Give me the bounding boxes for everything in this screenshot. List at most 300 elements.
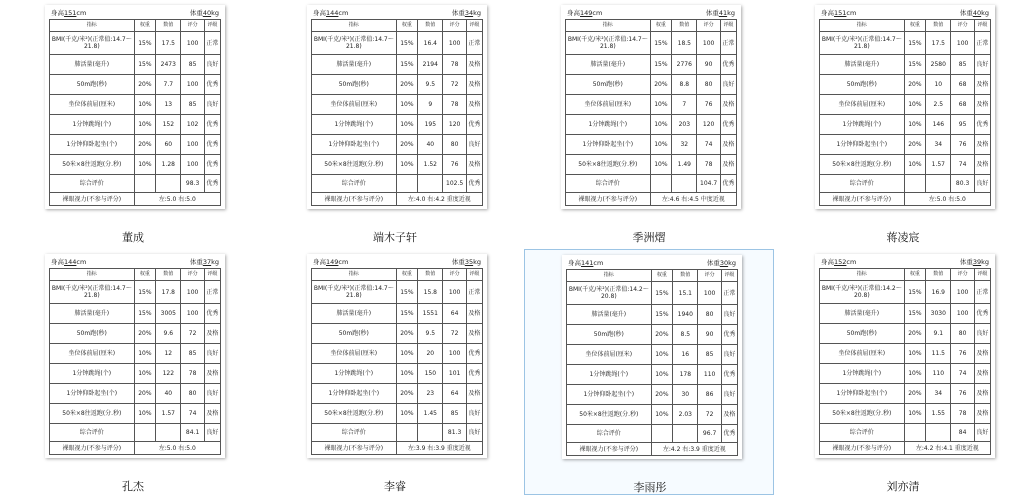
col-indicator: 指标	[820, 20, 905, 32]
indicator-name: 50m跑(秒)	[567, 325, 652, 345]
value-cell: 9.6	[156, 324, 181, 344]
height-unit: cm	[846, 9, 857, 17]
indicator-name: 1分钟跳绳(个)	[50, 364, 135, 384]
score-card	[45, 254, 225, 458]
level-cell: 及格	[466, 55, 482, 75]
weight-cell: 20%	[396, 75, 418, 95]
weight-cell: 20%	[396, 384, 418, 404]
weight-cell: 15%	[904, 281, 926, 304]
weight-cell: 10%	[134, 95, 156, 115]
table-row	[566, 55, 737, 75]
total-label: 综合评价	[567, 425, 652, 443]
score-cell: 100	[181, 304, 204, 324]
level-cell: 及格	[974, 95, 990, 115]
score-cell: 100	[951, 281, 974, 304]
weight-value: 40	[202, 9, 212, 17]
value-cell: 13	[156, 95, 181, 115]
value-cell: 1.55	[926, 404, 951, 424]
table-row	[820, 281, 991, 304]
weight-label: 体重	[705, 9, 719, 17]
indicator-name: 50m跑(秒)	[820, 75, 905, 95]
vision-row	[567, 443, 738, 456]
indicator-name: BMI(千克/米²)(正常值:14.7～21.8)	[820, 32, 905, 55]
total-empty-1	[134, 424, 156, 442]
total-score: 104.7	[697, 175, 720, 193]
score-cell: 90	[698, 325, 721, 345]
col-score: 评分	[697, 20, 720, 32]
total-score: 102.5	[443, 175, 466, 193]
table-row	[312, 384, 483, 404]
weight-cell: 10%	[134, 344, 156, 364]
level-cell: 及格	[974, 404, 990, 424]
score-cell: 100	[951, 32, 974, 55]
score-cell: 80	[951, 324, 974, 344]
score-cell: 76	[697, 95, 720, 115]
image-thumbnail[interactable]	[8, 0, 258, 246]
indicator-name: 肺活量(毫升)	[567, 305, 652, 325]
weight-unit: kg	[727, 9, 735, 17]
header-row	[820, 20, 991, 32]
score-table	[49, 268, 221, 455]
table-row	[312, 95, 483, 115]
score-cell: 64	[443, 304, 466, 324]
height-field	[821, 8, 856, 19]
header-row	[566, 20, 737, 32]
table-row	[312, 115, 483, 135]
value-cell: 146	[926, 115, 951, 135]
level-cell: 及格	[974, 344, 990, 364]
weight-cell: 20%	[650, 75, 672, 95]
value-cell: 16	[673, 345, 698, 365]
value-cell: 195	[418, 115, 443, 135]
col-value: 数值	[418, 20, 443, 32]
indicator-name: 坐位体前屈(厘米)	[50, 95, 135, 115]
value-cell: 1.57	[156, 404, 181, 424]
weight-cell: 10%	[134, 155, 156, 175]
indicator-name: 1分钟仰卧起坐(个)	[50, 384, 135, 404]
table-row	[50, 75, 221, 95]
total-empty-2	[673, 425, 698, 443]
weight-field	[452, 8, 481, 19]
total-label: 综合评价	[50, 424, 135, 442]
score-cell: 100	[181, 135, 204, 155]
table-row	[566, 32, 737, 55]
level-cell: 优秀	[974, 304, 990, 324]
level-cell: 优秀	[974, 115, 990, 135]
vision-row	[312, 193, 483, 206]
total-row	[50, 424, 221, 442]
level-cell: 良好	[204, 344, 220, 364]
value-cell: 9.5	[418, 75, 443, 95]
col-score: 评分	[181, 269, 204, 281]
height-unit: cm	[338, 9, 349, 17]
weight-value: 41	[718, 9, 728, 17]
weight-cell: 20%	[396, 135, 418, 155]
value-cell: 1551	[418, 304, 443, 324]
table-row	[50, 155, 221, 175]
total-label: 综合评价	[820, 424, 905, 442]
level-cell: 及格	[974, 155, 990, 175]
indicator-name: 1分钟跳绳(个)	[567, 365, 652, 385]
thumbnail-caption[interactable]: 董成	[122, 231, 144, 244]
vision-row	[312, 442, 483, 455]
thumbnail-caption[interactable]: 季洲熠	[632, 231, 666, 244]
height-field	[313, 257, 348, 268]
height-field	[51, 257, 86, 268]
height-label: 身高	[821, 9, 834, 17]
value-cell: 1.45	[418, 404, 443, 424]
score-cell: 74	[181, 404, 204, 424]
level-cell: 优秀	[721, 325, 737, 345]
level-cell: 及格	[720, 135, 736, 155]
indicator-name: 50米×8往返跑(分.秒)	[312, 404, 397, 424]
total-row	[567, 425, 738, 443]
indicator-name: BMI(千克/米²)(正常值:14.7～21.8)	[50, 281, 135, 304]
value-cell: 1.28	[156, 155, 181, 175]
thumbnail-caption[interactable]: 李雨彤	[633, 481, 667, 494]
value-cell: 8.5	[673, 325, 698, 345]
weight-unit: kg	[981, 258, 989, 266]
height-value: 144	[326, 9, 339, 17]
col-indicator: 指标	[50, 20, 135, 32]
indicator-name: BMI(千克/米²)(正常值:14.7～21.8)	[50, 32, 135, 55]
level-cell: 正常	[974, 32, 990, 55]
value-cell: 17.8	[156, 281, 181, 304]
image-thumbnail[interactable]	[778, 0, 1024, 246]
indicator-name: 1分钟跳绳(个)	[820, 115, 905, 135]
indicator-name: 50米×8往返跑(分.秒)	[50, 155, 135, 175]
indicator-name: 1分钟仰卧起坐(个)	[566, 135, 651, 155]
height-weight-row	[49, 257, 221, 268]
score-table	[566, 269, 738, 456]
weight-cell: 15%	[396, 55, 418, 75]
score-card	[561, 5, 741, 209]
value-cell: 40	[418, 135, 443, 155]
indicator-name: 坐位体前屈(厘米)	[820, 95, 905, 115]
value-cell: 1.52	[418, 155, 443, 175]
score-cell: 100	[443, 344, 466, 364]
level-cell: 优秀	[466, 364, 482, 384]
score-cell: 100	[698, 282, 721, 305]
score-card	[307, 5, 487, 209]
height-value: 149	[580, 9, 593, 17]
weight-label: 体重	[189, 9, 203, 17]
height-weight-row	[49, 8, 221, 19]
col-indicator: 指标	[312, 20, 397, 32]
image-thumbnail[interactable]	[778, 249, 1024, 495]
score-cell: 72	[698, 405, 721, 425]
value-cell: 2194	[418, 55, 443, 75]
weight-cell: 10%	[134, 404, 156, 424]
thumbnail-caption[interactable]: 李睿	[384, 480, 406, 493]
weight-cell: 20%	[651, 325, 673, 345]
score-cell: 85	[951, 55, 974, 75]
indicator-name: 50m跑(秒)	[50, 324, 135, 344]
height-value: 151	[834, 9, 847, 17]
total-empty-2	[926, 424, 951, 442]
weight-cell: 10%	[904, 364, 926, 384]
image-thumbnail[interactable]	[270, 0, 520, 246]
total-label: 综合评价	[566, 175, 651, 193]
col-value: 数值	[672, 20, 697, 32]
table-row	[820, 32, 991, 55]
weight-unit: kg	[211, 258, 219, 266]
table-row	[567, 282, 738, 305]
weight-field	[190, 257, 219, 268]
weight-unit: kg	[211, 9, 219, 17]
col-value: 数值	[926, 269, 951, 281]
weight-label: 体重	[451, 9, 465, 17]
thumbnail-caption[interactable]: 刘亦清	[886, 480, 920, 493]
vision-label: 裸眼视力(不参与评分)	[50, 442, 135, 455]
score-cell: 78	[951, 404, 974, 424]
indicator-name: 1分钟跳绳(个)	[566, 115, 651, 135]
total-empty-1	[904, 424, 926, 442]
score-cell: 100	[443, 281, 466, 304]
header-row	[820, 269, 991, 281]
weight-field	[706, 8, 735, 19]
score-cell: 78	[697, 155, 720, 175]
table-row	[50, 281, 221, 304]
weight-cell: 15%	[650, 32, 672, 55]
level-cell: 优秀	[720, 55, 736, 75]
total-empty-2	[156, 424, 181, 442]
total-level: 良好	[974, 424, 990, 442]
table-row	[566, 155, 737, 175]
table-row	[566, 115, 737, 135]
total-label: 综合评价	[820, 175, 905, 193]
weight-cell: 15%	[396, 32, 418, 55]
weight-cell: 15%	[651, 282, 673, 305]
table-row	[567, 365, 738, 385]
vision-value: 左:5.0 右:5.0	[134, 442, 220, 455]
total-row	[312, 424, 483, 442]
weight-cell: 15%	[904, 304, 926, 324]
image-thumbnail[interactable]	[8, 249, 258, 495]
value-cell: 9.5	[418, 324, 443, 344]
value-cell: 60	[156, 135, 181, 155]
weight-cell: 10%	[396, 95, 418, 115]
weight-unit: kg	[981, 9, 989, 17]
weight-cell: 20%	[651, 385, 673, 405]
indicator-name: 50m跑(秒)	[312, 324, 397, 344]
value-cell: 34	[926, 384, 951, 404]
table-row	[50, 364, 221, 384]
vision-row	[50, 193, 221, 206]
score-table	[311, 19, 483, 206]
total-empty-1	[396, 424, 418, 442]
weight-cell: 10%	[904, 404, 926, 424]
height-value: 144	[64, 258, 77, 266]
header-row	[50, 20, 221, 32]
score-cell: 120	[443, 115, 466, 135]
weight-field	[707, 258, 736, 269]
value-cell: 7	[672, 95, 697, 115]
indicator-name: 肺活量(毫升)	[820, 55, 905, 75]
score-card	[562, 255, 742, 459]
weight-cell: 15%	[134, 304, 156, 324]
col-level: 评级	[721, 270, 737, 282]
thumbnail-caption[interactable]: 端木子轩	[373, 231, 417, 244]
vision-value: 左:4.2 右:4.1 重度近视	[904, 442, 990, 455]
weight-cell: 20%	[134, 324, 156, 344]
weight-label: 体重	[959, 9, 973, 17]
level-cell: 优秀	[720, 115, 736, 135]
value-cell: 178	[673, 365, 698, 385]
height-value: 141	[581, 259, 594, 267]
vision-value: 左:4.2 右:3.9 重度近视	[651, 443, 737, 456]
value-cell: 1.57	[926, 155, 951, 175]
table-row	[567, 305, 738, 325]
height-value: 149	[326, 258, 339, 266]
weight-cell: 10%	[396, 364, 418, 384]
indicator-name: 肺活量(毫升)	[820, 304, 905, 324]
score-cell: 76	[951, 384, 974, 404]
col-weight: 权重	[904, 20, 926, 32]
total-row	[820, 424, 991, 442]
indicator-name: 肺活量(毫升)	[50, 304, 135, 324]
value-cell: 2473	[156, 55, 181, 75]
value-cell: 2776	[672, 55, 697, 75]
col-level: 评级	[204, 269, 220, 281]
indicator-name: 50米×8往返跑(分.秒)	[820, 155, 905, 175]
weight-value: 30	[719, 259, 729, 267]
indicator-name: BMI(千克/米²)(正常值:14.7～21.8)	[312, 32, 397, 55]
score-cell: 95	[951, 115, 974, 135]
col-weight: 权重	[650, 20, 672, 32]
col-value: 数值	[926, 20, 951, 32]
score-cell: 86	[698, 385, 721, 405]
image-thumbnail[interactable]	[270, 249, 520, 495]
level-cell: 正常	[720, 32, 736, 55]
level-cell: 良好	[721, 385, 737, 405]
score-table	[819, 268, 991, 455]
table-row	[820, 304, 991, 324]
table-row	[820, 344, 991, 364]
level-cell: 优秀	[204, 304, 220, 324]
col-indicator: 指标	[566, 20, 651, 32]
level-cell: 良好	[721, 345, 737, 365]
total-empty-1	[904, 175, 926, 193]
col-level: 评级	[466, 20, 482, 32]
table-row	[820, 155, 991, 175]
score-card	[815, 254, 995, 458]
indicator-name: 1分钟仰卧起坐(个)	[567, 385, 652, 405]
indicator-name: 坐位体前屈(厘米)	[567, 345, 652, 365]
indicator-name: 肺活量(毫升)	[312, 55, 397, 75]
total-score: 81.3	[443, 424, 466, 442]
thumbnail-caption[interactable]: 蒋凌宸	[886, 231, 920, 244]
score-cell: 78	[443, 55, 466, 75]
table-row	[820, 55, 991, 75]
total-empty-2	[418, 424, 443, 442]
indicator-name: BMI(千克/米²)(正常值:14.2～20.8)	[820, 281, 905, 304]
vision-label: 裸眼视力(不参与评分)	[820, 442, 905, 455]
score-cell: 120	[697, 115, 720, 135]
score-cell: 100	[181, 32, 204, 55]
weight-cell: 10%	[396, 344, 418, 364]
score-cell: 80	[697, 75, 720, 95]
level-cell: 良好	[720, 75, 736, 95]
total-level: 优秀	[720, 175, 736, 193]
height-unit: cm	[593, 259, 604, 267]
score-cell: 78	[443, 95, 466, 115]
height-label: 身高	[51, 258, 64, 266]
thumbnail-caption[interactable]: 孔杰	[122, 480, 144, 493]
weight-value: 35	[464, 258, 474, 266]
score-cell: 85	[698, 345, 721, 365]
score-cell: 74	[697, 135, 720, 155]
total-level: 良好	[466, 424, 482, 442]
score-cell: 64	[443, 384, 466, 404]
score-cell: 85	[181, 344, 204, 364]
table-row	[820, 95, 991, 115]
weight-unit: kg	[473, 9, 481, 17]
col-value: 数值	[156, 269, 181, 281]
level-cell: 良好	[204, 95, 220, 115]
level-cell: 良好	[721, 305, 737, 325]
value-cell: 2.5	[926, 95, 951, 115]
table-row	[820, 384, 991, 404]
table-row	[820, 75, 991, 95]
height-weight-row	[819, 8, 991, 19]
score-table	[49, 19, 221, 206]
weight-cell: 20%	[396, 324, 418, 344]
indicator-name: 坐位体前屈(厘米)	[50, 344, 135, 364]
weight-cell: 10%	[904, 115, 926, 135]
score-table	[565, 19, 737, 206]
value-cell: 152	[156, 115, 181, 135]
height-weight-row	[566, 258, 738, 269]
table-row	[567, 345, 738, 365]
height-weight-row	[311, 257, 483, 268]
table-row	[312, 324, 483, 344]
vision-row	[50, 442, 221, 455]
level-cell: 及格	[204, 364, 220, 384]
weight-cell: 15%	[650, 55, 672, 75]
col-score: 评分	[443, 20, 466, 32]
total-score: 84	[951, 424, 974, 442]
col-level: 评级	[466, 269, 482, 281]
height-unit: cm	[76, 9, 87, 17]
weight-cell: 15%	[134, 32, 156, 55]
indicator-name: 50m跑(秒)	[312, 75, 397, 95]
level-cell: 优秀	[466, 344, 482, 364]
table-row	[50, 32, 221, 55]
level-cell: 及格	[721, 405, 737, 425]
header-row	[50, 269, 221, 281]
level-cell: 正常	[721, 282, 737, 305]
image-thumbnail[interactable]	[524, 249, 774, 495]
value-cell: 20	[418, 344, 443, 364]
weight-unit: kg	[728, 259, 736, 267]
height-field	[51, 8, 86, 19]
image-thumbnail[interactable]	[524, 0, 774, 246]
weight-cell: 10%	[396, 155, 418, 175]
value-cell: 3005	[156, 304, 181, 324]
col-weight: 权重	[134, 269, 156, 281]
total-row	[312, 175, 483, 193]
height-weight-row	[565, 8, 737, 19]
total-empty-1	[134, 175, 156, 193]
score-cell: 80	[443, 135, 466, 155]
weight-label: 体重	[959, 258, 973, 266]
col-weight: 权重	[396, 269, 418, 281]
weight-cell: 10%	[396, 115, 418, 135]
value-cell: 11.5	[926, 344, 951, 364]
weight-cell: 15%	[396, 304, 418, 324]
value-cell: 3030	[926, 304, 951, 324]
